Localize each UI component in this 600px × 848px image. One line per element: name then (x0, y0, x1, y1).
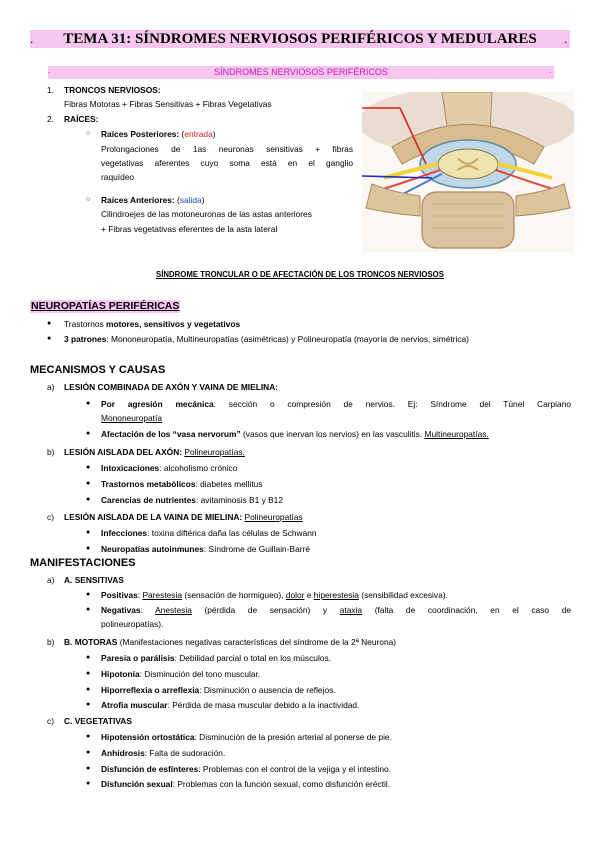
mec-c1: Infecciones: toxina diftérica daña las células de Schwann (101, 528, 317, 538)
salida-tag: salida (179, 195, 202, 205)
mec-b2: Trastornos metabólicos: diabetes mellitus (101, 479, 263, 489)
letter-a: a) (47, 575, 55, 585)
mec-a1: Por agresión mecánica: sección o compresión de nervios. Ej: Síndrome del Túnel Carpiano (101, 399, 572, 409)
man-b1: Paresia o parálisis: Debilidad parcial o total en los músculos. (101, 653, 331, 663)
bullet-icon: ● (86, 464, 91, 471)
bullet-icon: ● (47, 320, 52, 327)
circle-bullet-icon: ○ (86, 196, 91, 203)
man-b4: Atrofia muscular: Pérdida de masa muscular debido a la inactividad. (101, 700, 360, 710)
man-a1: Positivas: Parestesia (sensación de hormigueo), dolor e hiperestesia (sensibilidad excesiva). (101, 590, 448, 600)
bullet-icon: ● (86, 430, 91, 437)
subtitle-dot-right: . (549, 65, 552, 75)
entrada-tag: entrada (184, 129, 213, 139)
bullet-icon: ● (86, 765, 91, 772)
bullet-icon: ● (86, 733, 91, 740)
bullet-icon: ● (86, 529, 91, 536)
bullet-icon: ● (86, 480, 91, 487)
raices-anteriores-label: Raíces Anteriores: (101, 195, 175, 205)
raices-posteriores-line: Raíces Posteriores: (entrada) (101, 129, 216, 139)
section-subtitle: SÍNDROMES NERVIOSOS PERIFÉRICOS (214, 67, 388, 77)
bullet-icon: ● (86, 496, 91, 503)
raices-anteriores-line: Raíces Anteriores: (salida) (101, 195, 205, 205)
mec-a1-line2: Mononeuropatía (101, 413, 162, 423)
neuropatias-heading: NEUROPATÍAS PERIFÉRICAS (31, 300, 180, 312)
man-c2: Anhidrosis: Falta de sudoración. (101, 748, 226, 758)
man-c3: Disfunción de esfínteres: Problemas con el control de la vejiga y el intestino. (101, 764, 391, 774)
man-a-title: A. SENSITIVAS (64, 575, 124, 585)
raices-anteriores-text-2: + Fibras vegetativas eferentes de la asta lateral (101, 224, 278, 234)
man-c-title: C. VEGETATIVAS (64, 716, 132, 726)
man-a2: Negativas: Anestesia (pérdida de sensación) y ataxia (falta de coordinación, en el caso de (101, 605, 571, 615)
neuro-bullet-2: 3 patrones: Mononeuropatía, Multineuropatías (asimétricas) y Polineuropatía (mayoría de nervios, simétrica) (64, 334, 469, 344)
troncular-heading: SÍNDROME TRONCULAR O DE AFECTACIÓN DE LOS TRONCOS NERVIOSOS (156, 270, 444, 279)
mec-a-title: LESIÓN COMBINADA DE AXÓN Y VAINA DE MIELINA: (64, 382, 279, 392)
bullet-icon: ● (86, 749, 91, 756)
mec-a2: Afectación de los “vasa nervorum” (vasos que inervan los nervios) en las vasculitis. Multineuropatías. (101, 429, 489, 439)
mec-b-title: LESIÓN AISLADA DEL AXÓN: Polineuropatías. (64, 447, 245, 457)
bullet-icon: ● (86, 591, 91, 598)
manifestaciones-heading: MANIFESTACIONES (30, 557, 136, 569)
title-dot-left: . (30, 32, 34, 46)
letter-b: b) (47, 447, 55, 457)
bullet-icon: ● (86, 400, 91, 407)
bullet-icon: ● (86, 670, 91, 677)
man-a2-line2: polineuropatías). (101, 619, 164, 629)
man-b-title: B. MOTORAS (Manifestaciones negativas características del síndrome de la 2ª Neurona) (64, 637, 397, 647)
raices-anteriores-text-1: Cilindroejes de las motoneuronas de las astas anteriores (101, 209, 312, 219)
troncos-text: Fibras Motoras + Fibras Sensitivas + Fibras Vegetativas (64, 99, 272, 109)
raices-posteriores-text-1: Prolongaciones de 1as neuronas sensitivas + fibras (101, 144, 353, 154)
list-number-1: 1. (47, 85, 54, 95)
bullet-icon: ● (86, 654, 91, 661)
title-dot-right: . (564, 32, 568, 46)
letter-b: b) (47, 637, 55, 647)
man-b3: Hiporreflexia o arreflexia: Disminución o ausencia de reflejos. (101, 685, 336, 695)
bullet-icon: ● (86, 606, 91, 613)
man-c4: Disfunción sexual: Problemas con la función sexual, como disfunción eréctil. (101, 779, 391, 789)
raices-title: RAÍCES: (64, 114, 99, 124)
mec-c-title: LESIÓN AISLADA DE LA VAINA DE MIELINA: Polineuropatías (64, 512, 303, 522)
circle-bullet-icon: ○ (86, 130, 91, 137)
bullet-icon: ● (86, 780, 91, 787)
raices-posteriores-text-3: raquídeo (101, 172, 135, 182)
man-b2: Hipotonía: Disminución del tono muscular. (101, 669, 261, 679)
letter-c: c) (47, 512, 54, 522)
list-number-2: 2. (47, 114, 54, 124)
mec-c2: Neuropatías autoinmunes: Síndrome de Guillain-Barré (101, 544, 310, 554)
bullet-icon: ● (86, 701, 91, 708)
subtitle-dot-left: . (48, 65, 51, 75)
mecanismos-heading: MECANISMOS Y CAUSAS (30, 364, 166, 376)
page-title: TEMA 31: SÍNDROMES NERVIOSOS PERIFÉRICOS Y MEDULARES (63, 31, 537, 47)
bullet-icon: ● (86, 545, 91, 552)
raices-posteriores-text-2: vegetativas aferentes cuyo soma está en el ganglio (101, 158, 353, 168)
raices-posteriores-label: Raíces Posteriores: (101, 129, 180, 139)
mec-b3: Carencias de nutrientes: avitaminosis B1 y B12 (101, 495, 283, 505)
man-c1: Hipotensión ortostática: Disminución de la presión arterial al ponerse de pie. (101, 732, 392, 742)
troncos-title: TRONCOS NERVIOSOS: (64, 85, 161, 95)
letter-a: a) (47, 382, 55, 392)
letter-c: c) (47, 716, 54, 726)
mec-b1: Intoxicaciones: alcoholismo crónico (101, 463, 238, 473)
bullet-icon: ● (47, 335, 52, 342)
spinal-cord-cross-section-image (362, 92, 574, 252)
bullet-icon: ● (86, 686, 91, 693)
neuro-bullet-1: Trastornos motores, sensitivos y vegetativos (64, 319, 241, 329)
